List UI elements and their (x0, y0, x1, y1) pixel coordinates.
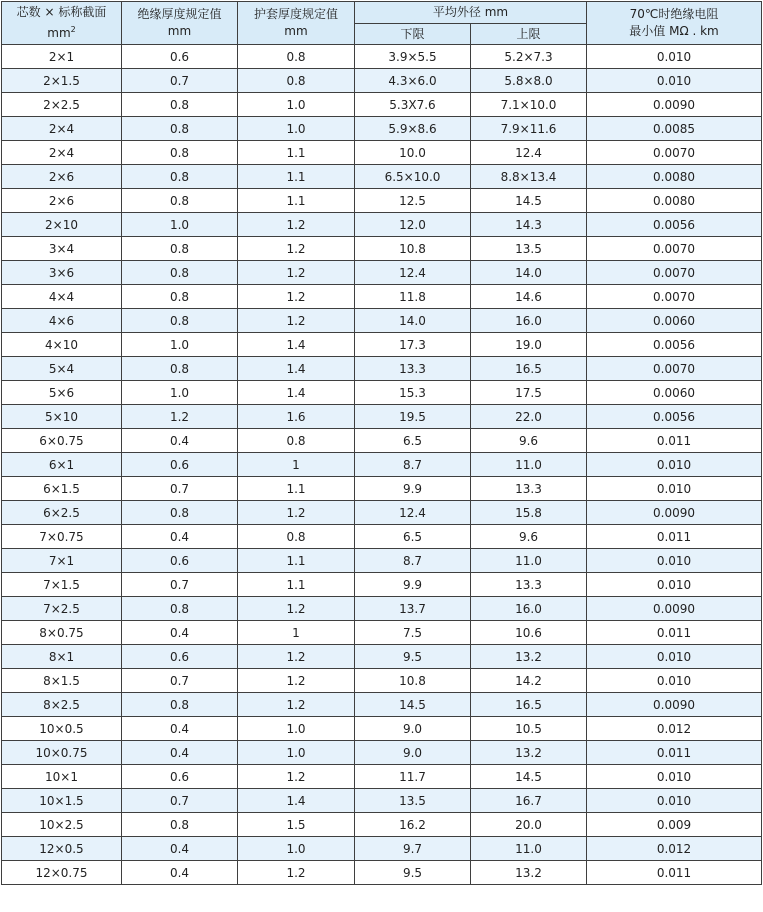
cell-lower-limit: 8.7 (355, 453, 471, 477)
cell-resistance: 0.0090 (587, 597, 762, 621)
cell-resistance: 0.0080 (587, 189, 762, 213)
cell-lower-limit: 11.8 (355, 285, 471, 309)
cell-lower-limit: 13.7 (355, 597, 471, 621)
cell-core-section: 2×6 (2, 189, 122, 213)
cell-insulation: 1.2 (122, 405, 238, 429)
cell-upper-limit: 13.2 (471, 645, 587, 669)
cell-sheath: 1.2 (238, 597, 355, 621)
cell-insulation: 1.0 (122, 333, 238, 357)
table-row (2, 285, 762, 309)
cell-upper-limit: 16.0 (471, 309, 587, 333)
cell-upper-limit: 14.5 (471, 189, 587, 213)
cell-core-section: 10×2.5 (2, 813, 122, 837)
cell-sheath: 1.2 (238, 213, 355, 237)
cell-upper-limit: 22.0 (471, 405, 587, 429)
cell-resistance: 0.010 (587, 45, 762, 69)
cell-sheath: 1.2 (238, 765, 355, 789)
cell-upper-limit: 11.0 (471, 837, 587, 861)
cell-core-section: 2×1.5 (2, 69, 122, 93)
cell-resistance: 0.011 (587, 861, 762, 885)
cell-insulation: 1.0 (122, 213, 238, 237)
cell-sheath: 1 (238, 621, 355, 645)
cell-core-section: 7×0.75 (2, 525, 122, 549)
cell-upper-limit: 16.5 (471, 357, 587, 381)
header-sheath (238, 2, 355, 45)
cell-upper-limit: 13.2 (471, 741, 587, 765)
cell-core-section: 8×0.75 (2, 621, 122, 645)
header-lower-limit: 下限 (355, 24, 471, 45)
table-row (2, 717, 762, 741)
table-body (2, 45, 762, 885)
cell-insulation: 0.8 (122, 237, 238, 261)
cell-lower-limit: 3.9×5.5 (355, 45, 471, 69)
cell-sheath: 0.8 (238, 69, 355, 93)
cell-insulation: 0.4 (122, 741, 238, 765)
header-insulation-label: 绝缘厚度规定值 (137, 7, 222, 21)
cell-core-section: 5×4 (2, 357, 122, 381)
cell-sheath: 0.8 (238, 525, 355, 549)
cell-insulation: 0.7 (122, 477, 238, 501)
table-row (2, 693, 762, 717)
cell-core-section: 2×2.5 (2, 93, 122, 117)
cell-sheath: 1.2 (238, 285, 355, 309)
table-row (2, 189, 762, 213)
cell-upper-limit: 11.0 (471, 549, 587, 573)
cell-core-section: 4×10 (2, 333, 122, 357)
cell-resistance: 0.010 (587, 669, 762, 693)
cell-insulation: 0.6 (122, 549, 238, 573)
cell-sheath: 1.2 (238, 237, 355, 261)
cell-sheath: 1.1 (238, 165, 355, 189)
cell-lower-limit: 14.0 (355, 309, 471, 333)
cell-core-section: 4×4 (2, 285, 122, 309)
cell-insulation: 0.8 (122, 285, 238, 309)
cell-resistance: 0.011 (587, 741, 762, 765)
cell-resistance: 0.0070 (587, 261, 762, 285)
cell-insulation: 0.8 (122, 141, 238, 165)
cell-insulation: 0.4 (122, 717, 238, 741)
cell-sheath: 1.1 (238, 189, 355, 213)
cell-lower-limit: 6.5 (355, 525, 471, 549)
table-row (2, 837, 762, 861)
cell-lower-limit: 13.5 (355, 789, 471, 813)
cell-resistance: 0.010 (587, 789, 762, 813)
cell-resistance: 0.010 (587, 69, 762, 93)
header-insulation (122, 2, 238, 45)
cell-sheath: 1.2 (238, 645, 355, 669)
cell-insulation: 0.8 (122, 813, 238, 837)
cell-upper-limit: 14.2 (471, 669, 587, 693)
cell-core-section: 10×1.5 (2, 789, 122, 813)
cell-sheath: 1.2 (238, 261, 355, 285)
cell-upper-limit: 13.3 (471, 573, 587, 597)
table-row (2, 597, 762, 621)
cell-lower-limit: 13.3 (355, 357, 471, 381)
cell-core-section: 6×1.5 (2, 477, 122, 501)
cell-core-section: 5×10 (2, 405, 122, 429)
cell-insulation: 0.4 (122, 837, 238, 861)
cell-core-section: 7×1.5 (2, 573, 122, 597)
cell-upper-limit: 16.7 (471, 789, 587, 813)
cell-upper-limit: 13.3 (471, 477, 587, 501)
table-row (2, 645, 762, 669)
table-row (2, 165, 762, 189)
cell-lower-limit: 9.5 (355, 645, 471, 669)
cell-insulation: 0.8 (122, 93, 238, 117)
cell-insulation: 0.8 (122, 309, 238, 333)
cell-core-section: 10×0.5 (2, 717, 122, 741)
cell-lower-limit: 9.9 (355, 477, 471, 501)
cell-resistance: 0.010 (587, 453, 762, 477)
cell-sheath: 1.5 (238, 813, 355, 837)
table-row (2, 93, 762, 117)
table-row (2, 501, 762, 525)
cell-lower-limit: 8.7 (355, 549, 471, 573)
cell-resistance: 0.010 (587, 765, 762, 789)
cell-core-section: 2×6 (2, 165, 122, 189)
cell-resistance: 0.010 (587, 573, 762, 597)
table-row (2, 429, 762, 453)
cell-lower-limit: 7.5 (355, 621, 471, 645)
cell-sheath: 1.2 (238, 693, 355, 717)
table-row (2, 621, 762, 645)
cell-sheath: 1.1 (238, 141, 355, 165)
cell-insulation: 0.4 (122, 429, 238, 453)
cell-sheath: 1.0 (238, 741, 355, 765)
cell-sheath: 1.0 (238, 117, 355, 141)
cell-sheath: 1.0 (238, 717, 355, 741)
cell-resistance: 0.011 (587, 525, 762, 549)
cell-upper-limit: 10.5 (471, 717, 587, 741)
cell-sheath: 1.1 (238, 477, 355, 501)
table-row (2, 813, 762, 837)
cell-core-section: 2×4 (2, 117, 122, 141)
cell-resistance: 0.012 (587, 837, 762, 861)
table-row (2, 333, 762, 357)
cell-sheath: 1.4 (238, 333, 355, 357)
cell-lower-limit: 12.0 (355, 213, 471, 237)
cell-upper-limit: 9.6 (471, 429, 587, 453)
cell-lower-limit: 11.7 (355, 765, 471, 789)
cell-upper-limit: 7.1×10.0 (471, 93, 587, 117)
cell-resistance: 0.010 (587, 549, 762, 573)
cell-insulation: 0.7 (122, 789, 238, 813)
cell-upper-limit: 14.5 (471, 765, 587, 789)
cell-resistance: 0.0085 (587, 117, 762, 141)
cell-core-section: 4×6 (2, 309, 122, 333)
cell-sheath: 1.0 (238, 93, 355, 117)
cell-upper-limit: 15.8 (471, 501, 587, 525)
cell-sheath: 1.4 (238, 381, 355, 405)
cell-resistance: 0.0070 (587, 285, 762, 309)
cell-upper-limit: 9.6 (471, 525, 587, 549)
cell-sheath: 0.8 (238, 429, 355, 453)
cell-lower-limit: 5.3X7.6 (355, 93, 471, 117)
cell-lower-limit: 15.3 (355, 381, 471, 405)
cell-lower-limit: 10.0 (355, 141, 471, 165)
cell-core-section: 8×1.5 (2, 669, 122, 693)
header-core-unit-sup: 2 (70, 25, 76, 34)
cell-core-section: 12×0.75 (2, 861, 122, 885)
cell-resistance: 0.0080 (587, 165, 762, 189)
table-row (2, 477, 762, 501)
cell-core-section: 8×2.5 (2, 693, 122, 717)
cell-core-section: 12×0.5 (2, 837, 122, 861)
cell-sheath: 1.0 (238, 837, 355, 861)
cell-core-section: 5×6 (2, 381, 122, 405)
cell-insulation: 0.8 (122, 501, 238, 525)
cell-lower-limit: 9.0 (355, 717, 471, 741)
cell-lower-limit: 16.2 (355, 813, 471, 837)
cell-sheath: 1.2 (238, 861, 355, 885)
table-row (2, 573, 762, 597)
cell-core-section: 2×4 (2, 141, 122, 165)
table-row (2, 381, 762, 405)
cell-upper-limit: 13.5 (471, 237, 587, 261)
cell-resistance: 0.011 (587, 621, 762, 645)
cell-insulation: 0.6 (122, 45, 238, 69)
cell-core-section: 3×4 (2, 237, 122, 261)
table-header (2, 2, 762, 45)
cell-lower-limit: 6.5×10.0 (355, 165, 471, 189)
cell-upper-limit: 14.0 (471, 261, 587, 285)
cell-resistance: 0.009 (587, 813, 762, 837)
cell-core-section: 7×1 (2, 549, 122, 573)
cell-sheath: 1.1 (238, 573, 355, 597)
cell-upper-limit: 17.5 (471, 381, 587, 405)
cell-lower-limit: 9.0 (355, 741, 471, 765)
cable-spec-table (1, 1, 762, 885)
cell-lower-limit: 4.3×6.0 (355, 69, 471, 93)
table-row (2, 453, 762, 477)
table-row (2, 261, 762, 285)
cell-lower-limit: 5.9×8.6 (355, 117, 471, 141)
cell-insulation: 1.0 (122, 381, 238, 405)
cell-resistance: 0.0056 (587, 405, 762, 429)
cell-sheath: 1.2 (238, 669, 355, 693)
cell-upper-limit: 8.8×13.4 (471, 165, 587, 189)
table-row (2, 213, 762, 237)
header-sheath-unit: mm (284, 24, 308, 38)
cell-lower-limit: 10.8 (355, 669, 471, 693)
table-row (2, 669, 762, 693)
cell-insulation: 0.8 (122, 165, 238, 189)
cell-sheath: 1 (238, 453, 355, 477)
cell-upper-limit: 7.9×11.6 (471, 117, 587, 141)
cell-resistance: 0.012 (587, 717, 762, 741)
header-insulation-unit: mm (167, 24, 192, 38)
cell-resistance: 0.0056 (587, 213, 762, 237)
cell-upper-limit: 14.6 (471, 285, 587, 309)
cell-upper-limit: 5.2×7.3 (471, 45, 587, 69)
cell-insulation: 0.7 (122, 573, 238, 597)
cell-core-section: 8×1 (2, 645, 122, 669)
header-resistance (587, 2, 762, 45)
header-sheath-label: 护套厚度规定值 (253, 7, 338, 21)
cell-insulation: 0.8 (122, 693, 238, 717)
table-row (2, 309, 762, 333)
cell-insulation: 0.8 (122, 189, 238, 213)
cell-lower-limit: 9.9 (355, 573, 471, 597)
cell-insulation: 0.8 (122, 357, 238, 381)
cell-resistance: 0.0056 (587, 333, 762, 357)
cell-resistance: 0.010 (587, 645, 762, 669)
cell-resistance: 0.0090 (587, 501, 762, 525)
cell-lower-limit: 12.4 (355, 501, 471, 525)
cell-insulation: 0.4 (122, 621, 238, 645)
cell-upper-limit: 16.5 (471, 693, 587, 717)
cell-insulation: 0.6 (122, 765, 238, 789)
cell-upper-limit: 11.0 (471, 453, 587, 477)
cell-upper-limit: 16.0 (471, 597, 587, 621)
cell-insulation: 0.6 (122, 645, 238, 669)
cell-sheath: 0.8 (238, 45, 355, 69)
cell-lower-limit: 12.5 (355, 189, 471, 213)
cell-lower-limit: 9.5 (355, 861, 471, 885)
cell-sheath: 1.1 (238, 549, 355, 573)
cell-sheath: 1.2 (238, 501, 355, 525)
cell-insulation: 0.6 (122, 453, 238, 477)
cell-core-section: 3×6 (2, 261, 122, 285)
table-row (2, 405, 762, 429)
header-row-1 (2, 2, 762, 24)
cell-upper-limit: 10.6 (471, 621, 587, 645)
table-row (2, 861, 762, 885)
cell-core-section: 6×1 (2, 453, 122, 477)
cell-sheath: 1.4 (238, 789, 355, 813)
header-avg-diameter: 平均外径 mm (355, 2, 587, 24)
header-core-section (2, 2, 122, 45)
cell-upper-limit: 19.0 (471, 333, 587, 357)
cell-resistance: 0.0060 (587, 309, 762, 333)
cell-core-section: 6×2.5 (2, 501, 122, 525)
table-row (2, 45, 762, 69)
cell-insulation: 0.8 (122, 117, 238, 141)
cell-core-section: 6×0.75 (2, 429, 122, 453)
cell-resistance: 0.011 (587, 429, 762, 453)
cell-sheath: 1.6 (238, 405, 355, 429)
cell-insulation: 0.8 (122, 597, 238, 621)
cell-lower-limit: 17.3 (355, 333, 471, 357)
cell-insulation: 0.4 (122, 525, 238, 549)
header-core-unit-line (2, 21, 121, 42)
cell-insulation: 0.8 (122, 261, 238, 285)
cell-insulation: 0.7 (122, 69, 238, 93)
cell-upper-limit: 5.8×8.0 (471, 69, 587, 93)
header-core-label: 芯数 × 标称截面 (16, 5, 107, 19)
header-upper-limit: 上限 (471, 24, 587, 45)
header-core-unit: mm (47, 26, 71, 40)
cell-lower-limit: 9.7 (355, 837, 471, 861)
cell-upper-limit: 14.3 (471, 213, 587, 237)
cell-sheath: 1.4 (238, 357, 355, 381)
cell-lower-limit: 12.4 (355, 261, 471, 285)
cell-lower-limit: 19.5 (355, 405, 471, 429)
cell-core-section: 2×10 (2, 213, 122, 237)
table-row (2, 525, 762, 549)
table-row (2, 789, 762, 813)
header-resistance-label: 70℃时绝缘电阻 (629, 7, 719, 21)
cell-sheath: 1.2 (238, 309, 355, 333)
table-row (2, 117, 762, 141)
cell-insulation: 0.7 (122, 669, 238, 693)
cell-resistance: 0.0070 (587, 237, 762, 261)
cell-core-section: 10×0.75 (2, 741, 122, 765)
table-row (2, 549, 762, 573)
cell-resistance: 0.0070 (587, 357, 762, 381)
cell-upper-limit: 13.2 (471, 861, 587, 885)
cell-resistance: 0.0070 (587, 141, 762, 165)
cell-resistance: 0.0060 (587, 381, 762, 405)
cell-core-section: 2×1 (2, 45, 122, 69)
cell-core-section: 10×1 (2, 765, 122, 789)
cell-resistance: 0.0090 (587, 693, 762, 717)
cell-lower-limit: 10.8 (355, 237, 471, 261)
cell-upper-limit: 20.0 (471, 813, 587, 837)
header-resistance-unit: 最小值 MΩ . km (629, 24, 719, 38)
cell-insulation: 0.4 (122, 861, 238, 885)
table-row (2, 765, 762, 789)
cell-upper-limit: 12.4 (471, 141, 587, 165)
cell-lower-limit: 6.5 (355, 429, 471, 453)
table-row (2, 741, 762, 765)
cell-core-section: 7×2.5 (2, 597, 122, 621)
table-row (2, 69, 762, 93)
table-row (2, 237, 762, 261)
table-row (2, 357, 762, 381)
cell-resistance: 0.0090 (587, 93, 762, 117)
table-row (2, 141, 762, 165)
cell-lower-limit: 14.5 (355, 693, 471, 717)
cell-resistance: 0.010 (587, 477, 762, 501)
